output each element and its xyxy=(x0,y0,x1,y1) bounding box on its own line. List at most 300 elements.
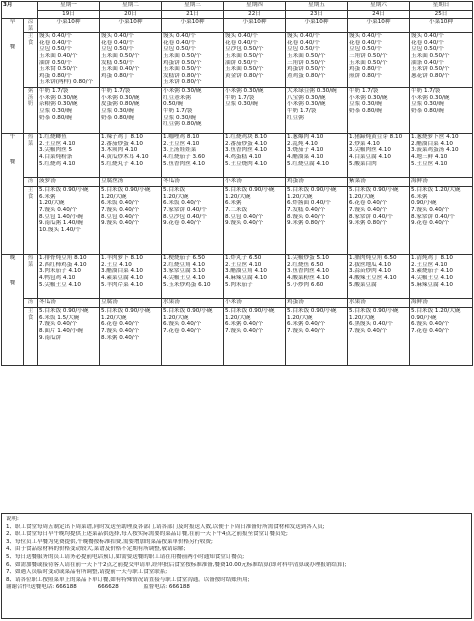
menu-item: 玉米面 0.50/个 xyxy=(225,66,264,73)
menu-item: 1.炸丸子 6.50 xyxy=(225,255,262,262)
note-line: 5、每日送餐服务的员工请务必提前电话预订,如需要送餐的职工请在用餐前两小时通知食堂订餐员; xyxy=(6,553,245,560)
date-2: 20日 xyxy=(100,11,162,19)
menu-item: 玉米饼 0.50/个 xyxy=(411,66,450,73)
menu-item: 牛奶 1.7/袋 xyxy=(411,88,441,95)
phone-label-3: 监督电话: xyxy=(143,584,168,591)
menu-item: 馒头 0.40/个 xyxy=(411,33,444,40)
menu-item: 豆包 0.50/个 xyxy=(287,46,320,53)
meal-char: 早 xyxy=(9,19,16,25)
menu-item: 3.蒜苗炒肉 4.10 xyxy=(349,268,391,275)
menu-item: 花卷 0.40/个 xyxy=(287,39,320,46)
breakfast-cold-day-5: 小菜10种 xyxy=(286,19,348,33)
menu-item: 牛奶 1.7/袋 xyxy=(163,107,193,114)
menu-item: 小米粥 0.30/碗 xyxy=(411,94,450,101)
menu-item: 5.土豆丝 4.10 xyxy=(411,160,448,167)
menu-item: 5.白米饭 0.90/小碗 xyxy=(39,187,89,194)
menu-item: 6.米粥 xyxy=(225,200,242,207)
menu-item: 2.红烧豆角 4.10 xyxy=(163,261,205,268)
menu-item: 奶茶 0.80/碗 xyxy=(101,114,134,121)
menu-item: 5.土豆烧肉 4.10 xyxy=(225,160,267,167)
menu-item: 5.羊肉芹菜 4.10 xyxy=(101,281,143,288)
date-3: 21日 xyxy=(162,11,224,19)
notes-title: 说明: xyxy=(6,516,19,522)
menu-item: 豆包 0.50/个 xyxy=(411,46,444,53)
menu-item: 玉米面 0.50/个 xyxy=(163,66,202,73)
note-line: 6、如需加餐或接待客人请在前一天下午2点之前提交申请单,经审批后食堂按标准准备,餐费10.00元标准结算(即对科中清算或办理报销结算); xyxy=(6,561,347,568)
dinner-staple-day-2 xyxy=(100,308,162,366)
menu-item: 5.玉米炒鸡蛋 6.10 xyxy=(163,281,211,288)
menu-item: 花卷 0.40/个 xyxy=(349,39,382,46)
weekday-3: 星期三 xyxy=(162,2,224,11)
lunch-staple-day-4 xyxy=(224,187,286,255)
menu-item: 馒头 0.40/个 xyxy=(163,33,196,40)
lunch-staple-day-6 xyxy=(348,187,410,255)
breakfast-meal-label xyxy=(2,19,24,134)
menu-item: 1.20/大碗 xyxy=(163,314,189,321)
menu-item: 玉米面 0.50/个 xyxy=(225,52,264,59)
menu-item: 10.馒头 1.40/个 xyxy=(39,226,81,233)
menu-item: 3.家常豆腐 3.10 xyxy=(163,268,205,275)
menu-item: 馒头 0.40/个 xyxy=(349,33,382,40)
menu-item: 油饼 0.50/个 xyxy=(39,59,72,66)
menu-item: 7.馒头 0.40/个 xyxy=(39,321,78,328)
menu-item: 7.馒头 0.40/个 xyxy=(349,206,388,213)
menu-item: 7.馒头 0.40/个 xyxy=(349,327,388,334)
menu-item: 4.鸡蛋糕 4.10 xyxy=(225,153,262,160)
lunch-staple-day-2 xyxy=(100,187,162,255)
menu-item: 1.腊肉炖豆角 6.50 xyxy=(349,255,397,262)
menu-item: 花卷 0.40/个 xyxy=(163,39,196,46)
breakfast-staple-label: 主食 xyxy=(24,33,38,88)
menu-item: 馒头 0.40/个 xyxy=(287,33,320,40)
menu-item: 8.豆包 0.40/个 xyxy=(225,213,264,220)
dinner-hot-day-4 xyxy=(224,255,286,299)
dinner-hot-label: 热菜 xyxy=(24,255,38,299)
meal-char: 晚 xyxy=(9,255,16,262)
menu-item: 玉米面 0.50/个 xyxy=(101,52,140,59)
breakfast-cold-day-6: 小菜10种 xyxy=(348,19,410,33)
breakfast-staple-row xyxy=(2,33,473,88)
menu-item: 花卷 0.40/个 xyxy=(101,39,134,46)
menu-item: 馒头 0.40/个 xyxy=(225,33,258,40)
menu-item: 1.20/大碗 xyxy=(101,314,127,321)
menu-item: 5.麻辣豆腐 4.10 xyxy=(411,281,453,288)
menu-item: 8.家常饼 0.40/个 xyxy=(349,213,393,220)
menu-item: 4.红烧茄子 3.60 xyxy=(163,153,205,160)
menu-item: 9.馒头 0.40/个 xyxy=(101,220,140,227)
breakfast-congee-day-3 xyxy=(162,88,224,134)
menu-item: 5.白米饭 0.90/小碗 xyxy=(39,308,89,315)
menu-item: 9.花卷 0.40/个 xyxy=(411,220,450,227)
menu-item: 豆包 0.50/个 xyxy=(39,46,72,53)
menu-item: 小米粥 0.30/碗 xyxy=(101,94,140,101)
menu-item: 7.花卷 0.40/个 xyxy=(163,327,202,334)
dinner-staple-day-4 xyxy=(224,308,286,366)
menu-item: 1.辣子鸡丁 8.10 xyxy=(101,134,143,141)
dinner-soup-day-1: 冬瓜汤 xyxy=(38,299,100,308)
menu-item: 7.馒头 0.40/个 xyxy=(411,206,450,213)
menu-item: 6.米粥 0.40/个 xyxy=(225,321,264,328)
breakfast-staple-day-7 xyxy=(410,33,473,88)
menu-item: 八宝粥 0.30/碗 xyxy=(287,94,326,101)
weekday-7: 星期日 xyxy=(410,2,473,11)
menu-item: 花卷 0.40/个 xyxy=(39,39,72,46)
menu-item: 5.肉末茄子 xyxy=(225,281,253,288)
phone-number-2: 666628 xyxy=(97,584,119,591)
dinner-hot-day-5 xyxy=(286,255,348,299)
menu-item: 2.乱炖 4.10 xyxy=(287,140,318,147)
menu-item: 豆包 0.50/个 xyxy=(349,46,382,53)
menu-item: 黄金饼 0.80/个 xyxy=(225,72,264,79)
menu-item: 小米粥 0.30/碗 xyxy=(287,101,326,108)
note-line: 1、职工食堂每周五制定出下周菜谱,同时发送至助理及各部门,请各部门及时报送人数,以便于下周日准备好所需食材和发送到各人员; xyxy=(6,523,325,530)
breakfast-staple-day-6 xyxy=(348,33,410,88)
menu-item: 1.20/大碗 xyxy=(39,200,65,207)
lunch-soup-label: 汤 xyxy=(24,178,38,187)
lunch-hot-label: 热菜 xyxy=(24,134,38,178)
menu-item: 4.白菜豆腐 4.10 xyxy=(349,153,391,160)
lunch-soup-day-7: 海鲜汤 xyxy=(410,178,473,187)
menu-item: 4.麻辣豆腐 4.10 xyxy=(225,274,267,281)
menu-item: 1.梗烧茄子 6.50 xyxy=(163,255,205,262)
date-7: 25日 xyxy=(410,11,473,19)
note-line: 7、如遇人员临时变动或菜品有所调整,请提前一天与职工食堂联系; xyxy=(6,569,168,576)
breakfast-cold-label: 凉菜 xyxy=(24,19,38,33)
menu-item: 奶茶 0.80/碗 xyxy=(39,114,72,121)
menu-item: 6.花卷 0.40/个 xyxy=(349,200,388,207)
weekday-2: 星期二 xyxy=(100,2,162,11)
menu-item: 3.烧茄子 4.10 xyxy=(287,147,324,154)
menu-item: 小米粥 0.30/碗 xyxy=(225,88,264,95)
menu-item: 7.馒头 0.40/个 xyxy=(39,206,78,213)
weekday-1: 星期一 xyxy=(38,2,100,11)
breakfast-staple-day-4 xyxy=(224,33,286,88)
menu-item: 牛奶 1.7/袋 xyxy=(39,88,69,95)
lunch-staple-day-3 xyxy=(162,187,224,255)
breakfast-staple-day-3 xyxy=(162,33,224,88)
menu-item: 豆包 0.50/个 xyxy=(163,46,196,53)
phone-label-1: 谢谢合作!送餐电话: xyxy=(6,584,55,591)
lunch-soup-day-5: 鸡蛋汤 xyxy=(286,178,348,187)
menu-item: 鸡蛋饼 0.50/个 xyxy=(163,59,202,66)
menu-item: 小米粥 0.30/碗 xyxy=(39,94,78,101)
menu-item: 3.鱼香肉丝 4.10 xyxy=(225,147,267,154)
menu-item: 2.拔丝地瓜 4.10 xyxy=(349,261,391,268)
lunch-meal-label xyxy=(2,134,24,255)
menu-item: 0.90/小碗 xyxy=(411,314,437,321)
dinner-hot-row xyxy=(2,255,473,299)
menu-item: 鸡蛋饼 0.50/个 xyxy=(287,66,326,73)
menu-item: 三角饼 0.50/个 xyxy=(349,52,388,59)
menu-item: 5.白米饭 0.90/小碗 xyxy=(101,187,151,194)
meal-char: 餐 xyxy=(9,279,16,286)
menu-item: 4.尖椒土豆 4.10 xyxy=(163,274,205,281)
menu-item: 2.醋溜白菜 4.10 xyxy=(411,140,453,147)
menu-item: 6.米粥 xyxy=(39,193,56,200)
menu-item: 1.20/大碗 xyxy=(349,193,375,200)
menu-item: 5.白米饭 0.90/小碗 xyxy=(287,187,337,194)
weekday-6: 星期六 xyxy=(348,2,410,11)
menu-item: 7.花卷 0.40/个 xyxy=(411,327,450,334)
month-label: 3月 xyxy=(2,2,38,19)
menu-item: 8.馒头 0.40/个 xyxy=(287,213,326,220)
lunch-staple-day-1 xyxy=(38,187,100,255)
notes-lines xyxy=(6,524,467,585)
breakfast-cold-day-4: 小菜10种 xyxy=(224,19,286,33)
menu-item: 0.50/碗 xyxy=(163,101,183,108)
lunch-soup-day-3: 冬瓜汤 xyxy=(162,178,224,187)
menu-item: 1.葱烧萝卜丝 4.10 xyxy=(411,134,459,141)
breakfast-cold-day-2: 小菜10种 xyxy=(100,19,162,33)
breakfast-congee-day-1 xyxy=(38,88,100,134)
date-6: 24日 xyxy=(348,11,410,19)
breakfast-staple-day-2 xyxy=(100,33,162,88)
menu-item: 豆浆 0.30/碗 xyxy=(39,107,72,114)
menu-item: 玉米面 0.50/个 xyxy=(287,52,326,59)
menu-item: 豆浆 0.30/碗 xyxy=(349,101,382,108)
menu-item: 9.馒头 0.40/个 xyxy=(225,220,264,227)
dinner-soup-day-4: 小米汤 xyxy=(224,299,286,308)
lunch-hot-row xyxy=(2,134,473,178)
menu-item: 5.白米饭 0.90/小碗 xyxy=(287,308,337,315)
menu-item: 牛奶 1.7/袋 xyxy=(349,88,379,95)
date-5: 23日 xyxy=(286,11,348,19)
menu-item: 1.羊肉萝卜 8.10 xyxy=(101,255,143,262)
dinner-hot-day-2 xyxy=(100,255,162,299)
menu-item: 5.酸菜白肉 xyxy=(349,160,377,167)
menu-table xyxy=(1,1,473,366)
menu-item: 2.炒菜 4.10 xyxy=(349,140,380,147)
menu-item: 油条 0.40/个 xyxy=(411,59,444,66)
breakfast-congee-day-5 xyxy=(286,88,348,134)
menu-item: 3.木须肉 4.10 xyxy=(101,147,138,154)
breakfast-cold-row xyxy=(2,19,473,33)
menu-item: 5.红烧豆腐 4.10 xyxy=(287,160,329,167)
menu-item: 1.20/大碗 xyxy=(287,193,313,200)
menu-item: 9.米粥 0.80/个 xyxy=(287,220,326,227)
menu-item: 2.番茄炒蛋 4.10 xyxy=(225,140,267,147)
dinner-staple-day-7 xyxy=(410,308,473,366)
menu-item: 5.酸菜豆腐 xyxy=(349,281,377,288)
spacer xyxy=(3,262,22,280)
menu-item: 1.红烧鸡块 8.10 xyxy=(225,134,267,141)
menu-item: 9.南瓜饼 xyxy=(39,334,62,341)
menu-item: 煎饼 0.80/个 xyxy=(349,72,382,79)
meal-char: 餐 xyxy=(9,158,16,165)
menu-item: 5.白米饭 xyxy=(163,187,186,194)
lunch-soup-row xyxy=(2,178,473,187)
menu-item: 6.米饭 0.40/个 xyxy=(163,200,202,207)
menu-item: 8.豆包 0.40/个 xyxy=(101,213,140,220)
menu-item: 5.白米饭 0.90/小碗 xyxy=(163,308,213,315)
note-line: 4、由于食品原材料的价格变动较大,菜谱及价格不定期有所调整,敬请谅解; xyxy=(6,546,186,553)
note-line: 3、每位员工早餐为免费提供,午晚餐按标准扣费,需要增加的菜品按菜单价格另行收费; xyxy=(6,538,213,545)
menu-item: 6.米饭 0.40/个 xyxy=(101,200,140,207)
menu-item: 5.白米饭 1.20/大碗 xyxy=(411,308,461,315)
menu-item: 6.花卷 0.40/个 xyxy=(101,321,140,328)
lunch-hot-day-3 xyxy=(162,134,224,178)
dinner-meal-label xyxy=(2,255,24,366)
menu-item: 8.面片 1.40/小碗 xyxy=(39,327,83,334)
weekday-4: 星期四 xyxy=(224,2,286,11)
dinner-soup-label: 汤 xyxy=(24,299,38,308)
meal-char: 午 xyxy=(9,134,16,141)
menu-item: 5.白米饭 0.90/小碗 xyxy=(225,187,275,194)
menu-item: 5.尖椒土豆 4.10 xyxy=(39,281,81,288)
dinner-staple-label: 主食 xyxy=(24,308,38,366)
note-line: 2、职工食堂每日早午晚均提供上述菜品供选择,每人按实际需要的菜品订餐,在前一天下午4点之前报至食堂订餐员处; xyxy=(6,531,288,538)
dinner-hot-day-6 xyxy=(348,255,410,299)
menu-item: 5.红烧鸡 4.10 xyxy=(39,160,76,167)
menu-item: 5.白米饭 1.20/大碗 xyxy=(411,187,461,194)
header-row-weekday xyxy=(2,2,473,11)
menu-item: 5.白米饭 0.90/小碗 xyxy=(101,308,151,315)
menu-item: 9.花卷 0.40/个 xyxy=(163,220,202,227)
menu-item: 3.鱼香肉丝 4.10 xyxy=(287,268,329,275)
menu-item: 9.米粥 0.80/个 xyxy=(349,220,388,227)
menu-item: 7.馒头 0.40/个 xyxy=(287,327,326,334)
dinner-soup-day-3: 水果汤 xyxy=(162,299,224,308)
dinner-soup-row xyxy=(2,299,473,308)
menu-item: 豆沙包 0.50/个 xyxy=(225,46,264,53)
menu-item: 6.米粥 0.40/个 xyxy=(287,321,326,328)
breakfast-cold-day-3: 小菜10种 xyxy=(162,19,224,33)
menu-item: 1.20/大碗 xyxy=(101,193,127,200)
menu-item: 7.家常饼 0.40/个 xyxy=(163,206,207,213)
menu-item: 皮蛋粥 0.80/碗 xyxy=(101,101,140,108)
dinner-soup-day-2: 豆腐汤 xyxy=(100,299,162,308)
menu-item: 玉米窝 0.50/个 xyxy=(39,66,78,73)
menu-item: 3.醋溜白菜 4.10 xyxy=(101,268,143,275)
phone-number-3: 666188 xyxy=(168,584,190,591)
menu-item: 4.地三鲜 4.10 xyxy=(411,153,448,160)
menu-item: 奶茶 0.80/碗 xyxy=(411,107,444,114)
menu-item: 7.馒头 0.40/个 xyxy=(225,327,264,334)
notes-section xyxy=(1,513,472,619)
menu-item: 9.南瓜粥 1.40/碗 xyxy=(39,220,83,227)
menu-item: 4.黄瓜炒木耳 4.10 xyxy=(101,153,149,160)
lunch-hot-day-2 xyxy=(100,134,162,178)
menu-item: 1.咖哩鸡 8.10 xyxy=(163,134,200,141)
lunch-soup-day-2: 豆腐丝汤 xyxy=(100,178,162,187)
menu-item: 8.米粥 0.40/个 xyxy=(101,334,140,341)
dinner-hot-day-3 xyxy=(162,255,224,299)
menu-item: 玉米面 0.50/个 xyxy=(349,59,388,66)
menu-item: 玉米面 0.40/个 xyxy=(39,52,78,59)
lunch-hot-day-4 xyxy=(224,134,286,178)
menu-item: 5.白米饭 0.90/小碗 xyxy=(349,187,399,194)
dinner-staple-day-5 xyxy=(286,308,348,366)
dinner-staple-day-1 xyxy=(38,308,100,366)
menu-item: 2.番茄炒蛋 4.10 xyxy=(101,140,143,147)
lunch-soup-day-6: 紫菜汤 xyxy=(348,178,410,187)
menu-item: 2.土豆丝 4.10 xyxy=(163,140,200,147)
menu-item: 3.尖椒肉丝 5 xyxy=(39,147,73,154)
phone-line xyxy=(6,584,467,592)
menu-item: 2.土豆丝 4.10 xyxy=(225,261,262,268)
menu-item: 6.米饭 1.5/大碗 xyxy=(39,314,80,321)
menu-item: 鸡蛋 0.80/个 xyxy=(349,66,382,73)
menu-item: 1.猪蹄炖黄豆芽 8.10 xyxy=(349,134,403,141)
menu-item: 牛奶 1.7/袋 xyxy=(287,107,317,114)
dinner-hot-day-7 xyxy=(410,255,473,299)
menu-item: 豆浆 0.30/碗 xyxy=(163,114,196,121)
menu-item: 玉米面 0.50/个 xyxy=(163,52,202,59)
breakfast-congee-day-2 xyxy=(100,88,162,134)
menu-item: 8.豆包 1.40/小碗 xyxy=(39,213,83,220)
menu-item: 6.炸酱面 0.40/个 xyxy=(287,200,331,207)
menu-item: 花卷 0.40/个 xyxy=(225,39,258,46)
menu-item: 7.馒头 0.40/个 xyxy=(101,206,140,213)
weekly-menu-sheet xyxy=(1,1,472,366)
lunch-soup-day-1: 菠萝汤 xyxy=(38,178,100,187)
menu-item: 2.西红柿鸡蛋 4.10 xyxy=(39,261,87,268)
lunch-soup-day-4: 小米汤 xyxy=(224,178,286,187)
breakfast-congee-label: 粥汤奶 xyxy=(24,88,38,134)
menu-item: 3.素烧茄子 4.10 xyxy=(411,268,453,275)
date-4: 22日 xyxy=(224,11,286,19)
menu-item: 红豆粥 xyxy=(287,114,304,121)
menu-item: 豆浆 0.30/碗 xyxy=(101,107,134,114)
dinner-soup-day-5: 鸡蛋汤 xyxy=(286,299,348,308)
menu-item: 0.90/小碗 xyxy=(411,200,437,207)
menu-item: 4.酸辣土豆丝 4.10 xyxy=(349,274,397,281)
dinner-soup-day-7: 海鲜汤 xyxy=(410,299,473,308)
menu-item: 花卷 0.40/个 xyxy=(411,39,444,46)
menu-item: 5.鱼香肉丝 4.10 xyxy=(163,160,205,167)
breakfast-congee-row xyxy=(2,88,473,134)
menu-item: 红豆粥 0.80/碗 xyxy=(163,121,202,128)
menu-item: 3.醋溜豆角 4.10 xyxy=(225,268,267,275)
breakfast-congee-day-4 xyxy=(224,88,286,134)
menu-item: 5.白米饭 0.90/小碗 xyxy=(225,308,275,315)
breakfast-congee-day-6 xyxy=(348,88,410,134)
lunch-hot-day-7 xyxy=(410,134,473,178)
menu-item: 小米粥 0.30/碗 xyxy=(163,88,202,95)
menu-item: 馒头 0.40/个 xyxy=(101,33,134,40)
menu-item: 2.土豆 4.10 xyxy=(101,261,132,268)
menu-item: 三角饼 0.50/个 xyxy=(287,59,326,66)
menu-item: 小米粥 0.30/碗 xyxy=(349,94,388,101)
phone-number-1: 666188 xyxy=(55,584,77,591)
menu-item: 1.20/大碗 xyxy=(225,193,251,200)
spacer xyxy=(3,26,22,44)
menu-item: 4.尖椒土豆 4.10 xyxy=(411,274,453,281)
dinner-staple-day-6 xyxy=(348,308,410,366)
menu-item: 1.20/大碗 xyxy=(287,314,313,321)
menu-item: 4.酸菜粉丝 4.10 xyxy=(287,274,329,281)
menu-item: 3.尖椒肉丝 4.10 xyxy=(349,147,391,154)
menu-item: 奶茶 0.80/碗 xyxy=(349,107,382,114)
menu-item: 油饼 0.50/个 xyxy=(225,59,258,66)
breakfast-cold-day-7: 小菜10种 xyxy=(410,19,473,33)
menu-item: 2.土豆丝 4.10 xyxy=(411,261,448,268)
menu-item: 6.黑馒头 0.40/个 xyxy=(349,321,393,328)
menu-item: 1.葱爆肉 4.10 xyxy=(287,134,324,141)
menu-item: 1.排骨炖豆角 8.10 xyxy=(39,255,87,262)
menu-item: 1.20/大碗 xyxy=(225,314,251,321)
dinner-staple-day-3 xyxy=(162,308,224,366)
menu-item: 8.豆沙包 0.40/个 xyxy=(163,213,207,220)
header-row-date xyxy=(2,11,473,19)
menu-item: 豆包 0.50/个 xyxy=(101,46,134,53)
menu-item: 大米绿豆粥 0.30/碗 xyxy=(287,88,337,95)
menu-body xyxy=(2,2,473,366)
menu-item: 玉米面 0.40/个 xyxy=(101,66,140,73)
menu-item: 5.白米饭 0.90/小碗 xyxy=(349,308,399,315)
menu-item: 牛奶 1.7/袋 xyxy=(225,94,255,101)
menu-item: 4.鸭包鸡 4.10 xyxy=(39,274,76,281)
